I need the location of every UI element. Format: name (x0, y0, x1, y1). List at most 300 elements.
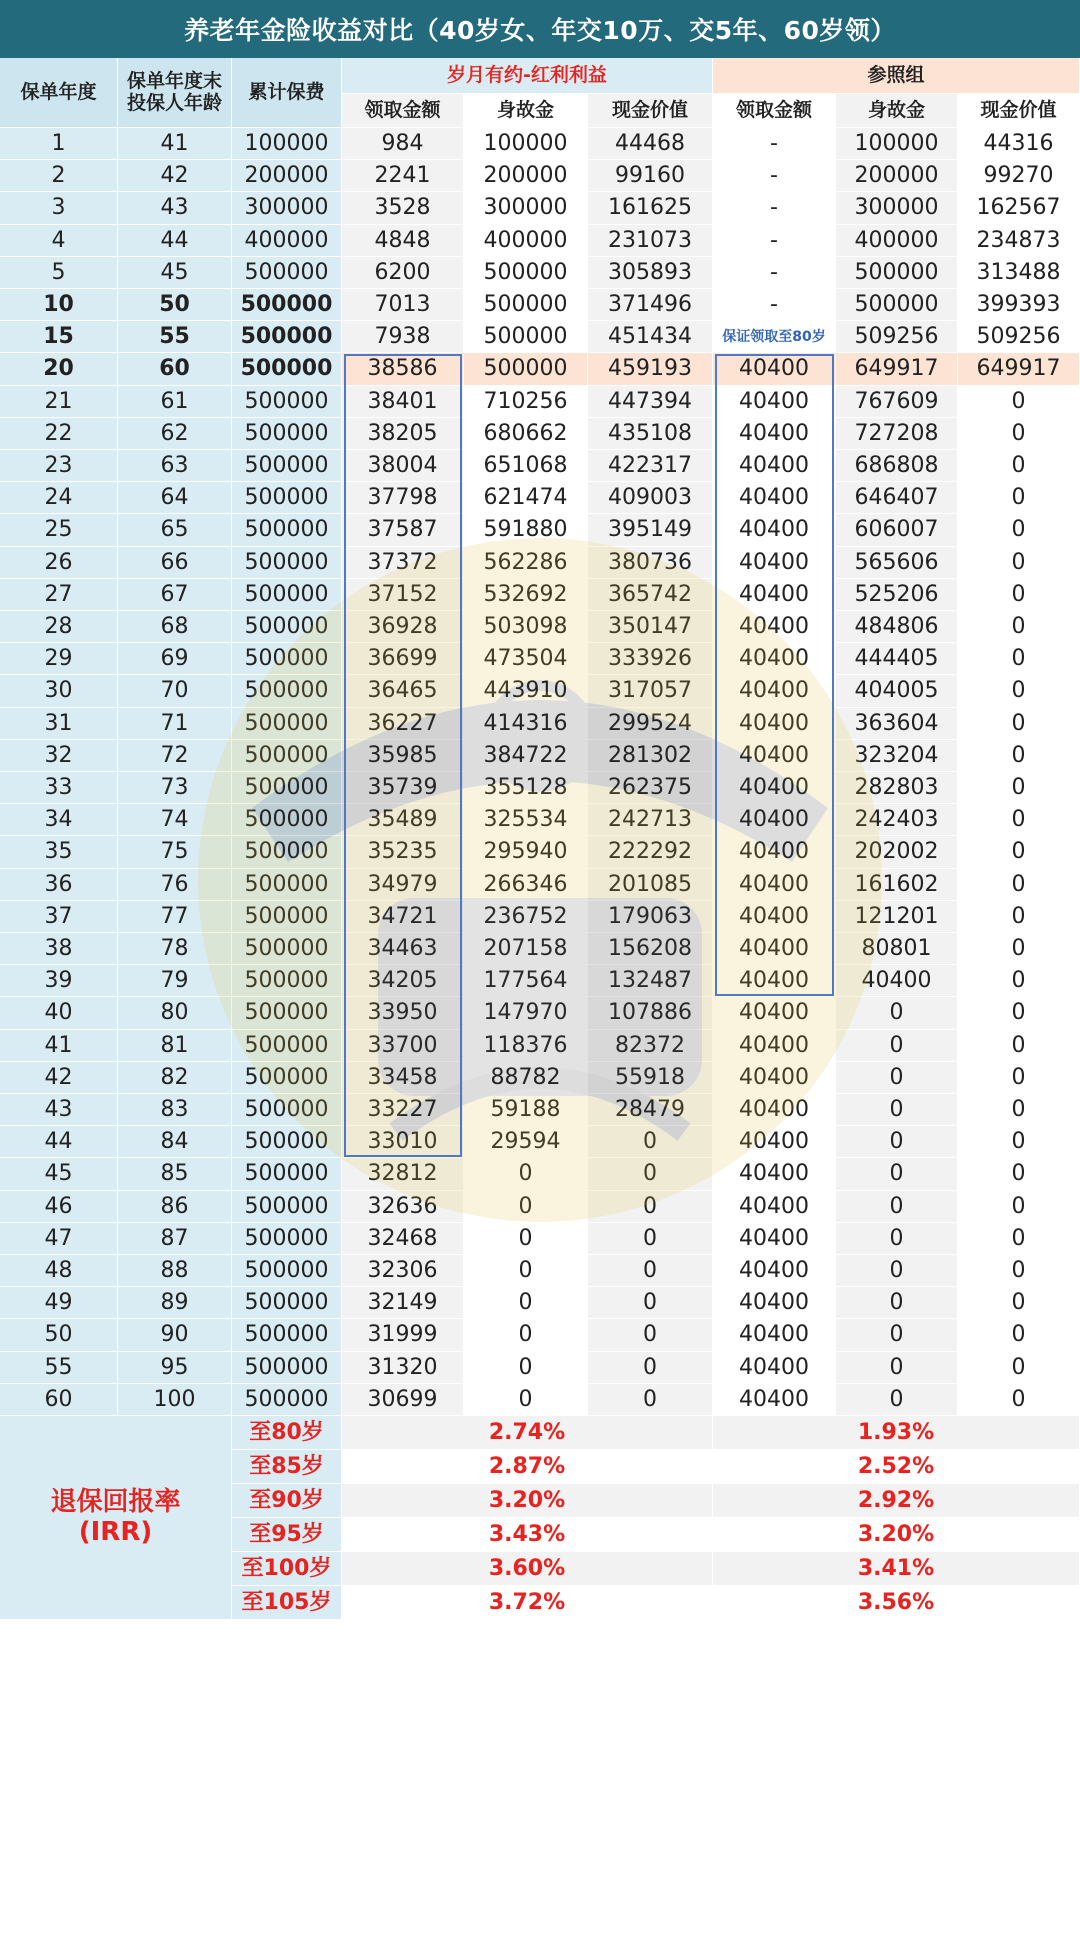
table-cell: 451434 (588, 321, 713, 353)
table-cell: 40400 (836, 965, 958, 997)
table-cell: 242403 (836, 804, 958, 836)
group-header-reference: 参照组 (713, 58, 1080, 94)
irr-age-label: 至90岁 (232, 1484, 342, 1518)
table-cell: 40400 (713, 901, 836, 933)
table-cell: - (713, 192, 836, 224)
table-cell: 34463 (342, 933, 464, 965)
irr-reference-value: 2.52% (713, 1450, 1080, 1484)
table-cell: 503098 (464, 611, 588, 643)
table-cell: 500000 (232, 804, 342, 836)
table-cell: 400000 (464, 225, 588, 257)
table-cell: 262375 (588, 772, 713, 804)
table-cell: 500000 (232, 353, 342, 385)
table-cell: 40400 (713, 1223, 836, 1255)
table-cell: 300000 (836, 192, 958, 224)
table-cell: 202002 (836, 836, 958, 868)
table-cell: 22 (0, 418, 118, 450)
table-cell: 36227 (342, 708, 464, 740)
table-cell: 40400 (713, 1287, 836, 1319)
table-cell: 70 (118, 675, 232, 707)
table-cell: 0 (958, 997, 1080, 1029)
table-cell: 0 (958, 1030, 1080, 1062)
table-cell: 20 (0, 353, 118, 385)
table-cell: 55 (0, 1352, 118, 1384)
table-cell: 0 (958, 450, 1080, 482)
table-cell: 0 (958, 386, 1080, 418)
table-cell: 73 (118, 772, 232, 804)
table-cell: 66 (118, 547, 232, 579)
table-cell: - (713, 128, 836, 160)
table-cell: 200000 (232, 160, 342, 192)
table-cell: 67 (118, 579, 232, 611)
table-cell: 651068 (464, 450, 588, 482)
table-cell: 0 (836, 1255, 958, 1287)
table-cell: 79 (118, 965, 232, 997)
table-cell: 38586 (342, 353, 464, 385)
table-cell: 82 (118, 1062, 232, 1094)
table-cell: 591880 (464, 514, 588, 546)
table-cell: 0 (836, 1287, 958, 1319)
table-cell: 82372 (588, 1030, 713, 1062)
irr-age-label: 至100岁 (232, 1552, 342, 1586)
column-header-sub-4: 身故金 (836, 94, 958, 128)
table-cell: 0 (836, 1223, 958, 1255)
table-cell: 0 (958, 836, 1080, 868)
table-cell: - (713, 225, 836, 257)
table-cell: 0 (588, 1352, 713, 1384)
table-cell: 30 (0, 675, 118, 707)
table-cell: 0 (588, 1384, 713, 1416)
table-cell: 500000 (232, 418, 342, 450)
column-header-sub-5: 现金价值 (958, 94, 1080, 128)
irr-reference-value: 3.20% (713, 1518, 1080, 1552)
table-cell: 60 (0, 1384, 118, 1416)
table-cell: 0 (464, 1223, 588, 1255)
table-cell: 100000 (232, 128, 342, 160)
table-cell: 473504 (464, 643, 588, 675)
table-cell: 40400 (713, 643, 836, 675)
table-cell: 0 (836, 1352, 958, 1384)
table-cell: 0 (958, 1223, 1080, 1255)
irr-product-value: 2.74% (342, 1416, 713, 1450)
table-cell: 500000 (232, 1126, 342, 1158)
table-cell: 4848 (342, 225, 464, 257)
table-cell: 0 (958, 933, 1080, 965)
table-cell: 0 (958, 1319, 1080, 1351)
table-cell: 6200 (342, 257, 464, 289)
table-cell: 242713 (588, 804, 713, 836)
table-cell: 保证领取至80岁 (713, 321, 836, 353)
table-cell: 621474 (464, 482, 588, 514)
table-cell: 300000 (464, 192, 588, 224)
table-cell: 500000 (232, 257, 342, 289)
table-cell: 100000 (464, 128, 588, 160)
table-cell: 0 (588, 1158, 713, 1190)
table-cell: 32149 (342, 1287, 464, 1319)
table-cell: 0 (588, 1126, 713, 1158)
table-cell: 500000 (232, 1062, 342, 1094)
table-cell: 350147 (588, 611, 713, 643)
table-cell: 60 (118, 353, 232, 385)
table-cell: 75 (118, 836, 232, 868)
table-cell: 74 (118, 804, 232, 836)
table-cell: 0 (958, 869, 1080, 901)
table-cell: 40400 (713, 482, 836, 514)
table-cell: 0 (464, 1319, 588, 1351)
table-cell: 161602 (836, 869, 958, 901)
table-cell: 201085 (588, 869, 713, 901)
table-cell: 33458 (342, 1062, 464, 1094)
table-cell: 99160 (588, 160, 713, 192)
table-cell: 0 (836, 1319, 958, 1351)
table-cell: 0 (958, 1287, 1080, 1319)
table-cell: 64 (118, 482, 232, 514)
table-cell: 76 (118, 869, 232, 901)
table-cell: 333926 (588, 643, 713, 675)
table-cell: 40400 (713, 1191, 836, 1223)
irr-label (0, 1416, 232, 1620)
table-cell: 0 (464, 1352, 588, 1384)
table-cell: 500000 (464, 321, 588, 353)
table-cell: 363604 (836, 708, 958, 740)
table-cell: 89 (118, 1287, 232, 1319)
table-cell: 500000 (836, 257, 958, 289)
table-cell: 2 (0, 160, 118, 192)
table-cell: 99270 (958, 160, 1080, 192)
table-cell: 31320 (342, 1352, 464, 1384)
table-cell: 500000 (232, 1094, 342, 1126)
table-cell: 444405 (836, 643, 958, 675)
table-cell: 447394 (588, 386, 713, 418)
table-cell: 313488 (958, 257, 1080, 289)
table-cell: 28 (0, 611, 118, 643)
table-cell: 37372 (342, 547, 464, 579)
table-cell: 0 (958, 740, 1080, 772)
table-cell: 500000 (232, 1255, 342, 1287)
column-header-age (118, 58, 232, 128)
table-cell: 162567 (958, 192, 1080, 224)
table-cell: 40400 (713, 772, 836, 804)
table-cell: 40400 (713, 1384, 836, 1416)
table-cell: 0 (464, 1287, 588, 1319)
table-cell: 399393 (958, 289, 1080, 321)
table-cell: 45 (118, 257, 232, 289)
table-cell: 686808 (836, 450, 958, 482)
table-cell: 500000 (232, 547, 342, 579)
table-cell: 266346 (464, 869, 588, 901)
table-cell: 3528 (342, 192, 464, 224)
table-cell: 40400 (713, 1255, 836, 1287)
table-cell: 0 (588, 1223, 713, 1255)
table-cell: 84 (118, 1126, 232, 1158)
table-cell: 29 (0, 643, 118, 675)
table-cell: 77 (118, 901, 232, 933)
table-cell: 282803 (836, 772, 958, 804)
table-cell: 40400 (713, 386, 836, 418)
irr-reference-value: 3.41% (713, 1552, 1080, 1586)
table-cell: 40400 (713, 418, 836, 450)
irr-age-label: 至80岁 (232, 1416, 342, 1450)
table-cell: 0 (958, 675, 1080, 707)
irr-label-line1: 退保回报率 (50, 1486, 181, 1517)
irr-age-label: 至95岁 (232, 1518, 342, 1552)
table-cell: 31999 (342, 1319, 464, 1351)
table-cell: 500000 (232, 643, 342, 675)
table-cell: 40400 (713, 1126, 836, 1158)
table-cell: 0 (836, 1062, 958, 1094)
table-cell: 500000 (232, 321, 342, 353)
table-cell: 317057 (588, 675, 713, 707)
table-cell: 422317 (588, 450, 713, 482)
table-cell: 32306 (342, 1255, 464, 1287)
column-header-sub-2: 现金价值 (588, 94, 713, 128)
table-cell: 28479 (588, 1094, 713, 1126)
table-cell: 26 (0, 547, 118, 579)
table-cell: 0 (464, 1384, 588, 1416)
table-cell: 40400 (713, 1352, 836, 1384)
table-cell: 40400 (713, 997, 836, 1029)
table-cell: 500000 (232, 836, 342, 868)
table-cell: 500000 (232, 1287, 342, 1319)
table-cell: 500000 (232, 1319, 342, 1351)
table-cell: 161625 (588, 192, 713, 224)
table-cell: 0 (464, 1255, 588, 1287)
table-cell: 40400 (713, 353, 836, 385)
table-cell: 727208 (836, 418, 958, 450)
table-cell: 649917 (836, 353, 958, 385)
table-cell: 36 (0, 869, 118, 901)
column-header-sub-0: 领取金额 (342, 94, 464, 128)
table-cell: 0 (958, 514, 1080, 546)
table-cell: 40400 (713, 1094, 836, 1126)
table-cell: 40400 (713, 933, 836, 965)
table-cell: 42 (0, 1062, 118, 1094)
table-cell: 40400 (713, 579, 836, 611)
table-cell: 0 (958, 482, 1080, 514)
table-cell: 65 (118, 514, 232, 546)
irr-product-value: 3.60% (342, 1552, 713, 1586)
table-cell: 500000 (232, 1223, 342, 1255)
table-cell: 81 (118, 1030, 232, 1062)
table-cell: 37798 (342, 482, 464, 514)
table-cell: 200000 (464, 160, 588, 192)
table-cell: 500000 (232, 289, 342, 321)
table-cell: 100 (118, 1384, 232, 1416)
table-cell: 41 (0, 1030, 118, 1062)
table-cell: 509256 (836, 321, 958, 353)
table-cell: 29594 (464, 1126, 588, 1158)
table-cell: 40400 (713, 1158, 836, 1190)
table-cell: 40400 (713, 740, 836, 772)
table-cell: 710256 (464, 386, 588, 418)
table-cell: 62 (118, 418, 232, 450)
table-cell: 63 (118, 450, 232, 482)
table-cell: 500000 (232, 514, 342, 546)
table-cell: 400000 (232, 225, 342, 257)
table-cell: 532692 (464, 579, 588, 611)
table-cell: 177564 (464, 965, 588, 997)
table-cell: 0 (958, 772, 1080, 804)
table-cell: 34721 (342, 901, 464, 933)
irr-reference-value: 3.56% (713, 1586, 1080, 1620)
table-cell: 15 (0, 321, 118, 353)
table-cell: 5 (0, 257, 118, 289)
table-cell: 10 (0, 289, 118, 321)
table-cell: 500000 (232, 965, 342, 997)
table-cell: 404005 (836, 675, 958, 707)
table-cell: 50 (0, 1319, 118, 1351)
table-cell: 0 (588, 1319, 713, 1351)
table-cell: 45 (0, 1158, 118, 1190)
table-cell: 40400 (713, 675, 836, 707)
table-cell: 40400 (713, 836, 836, 868)
table-cell: 43 (0, 1094, 118, 1126)
table-cell: 0 (958, 1126, 1080, 1158)
table-cell: 0 (958, 1255, 1080, 1287)
table-cell: 323204 (836, 740, 958, 772)
column-header-age-line2: 投保人年龄 (126, 91, 222, 114)
table-cell: 646407 (836, 482, 958, 514)
table-cell: 2241 (342, 160, 464, 192)
table-cell: 42 (118, 160, 232, 192)
table-cell: 400000 (836, 225, 958, 257)
table-cell: 40400 (713, 1319, 836, 1351)
table-cell: 0 (588, 1287, 713, 1319)
table-cell: 500000 (464, 257, 588, 289)
table-cell: 80801 (836, 933, 958, 965)
table-cell: 40400 (713, 869, 836, 901)
table-cell: 37 (0, 901, 118, 933)
table-cell: 459193 (588, 353, 713, 385)
table-cell: 47 (0, 1223, 118, 1255)
table-cell: 500000 (232, 772, 342, 804)
table-cell: 649917 (958, 353, 1080, 385)
table-cell: 500000 (232, 579, 342, 611)
table-cell: 121201 (836, 901, 958, 933)
table-cell: 32636 (342, 1191, 464, 1223)
table-cell: 3 (0, 192, 118, 224)
table-cell: 0 (836, 1094, 958, 1126)
table-cell: 500000 (232, 740, 342, 772)
table-cell: 0 (958, 643, 1080, 675)
table-cell: 414316 (464, 708, 588, 740)
table-cell: 500000 (464, 353, 588, 385)
table-cell: 207158 (464, 933, 588, 965)
table-cell: 40400 (713, 547, 836, 579)
table-cell: 40400 (713, 965, 836, 997)
table-cell: 500000 (232, 450, 342, 482)
table-cell: 0 (958, 901, 1080, 933)
irr-product-value: 3.43% (342, 1518, 713, 1552)
table-cell: 39 (0, 965, 118, 997)
table-cell: 500000 (232, 482, 342, 514)
table-cell: 500000 (232, 708, 342, 740)
table-cell: 36928 (342, 611, 464, 643)
table-cell: 0 (464, 1191, 588, 1223)
table-cell: 24 (0, 482, 118, 514)
table-cell: 222292 (588, 836, 713, 868)
table-cell: 1 (0, 128, 118, 160)
table-cell: - (713, 257, 836, 289)
table-cell: 40400 (713, 708, 836, 740)
table-cell: 371496 (588, 289, 713, 321)
table-cell: 48 (0, 1255, 118, 1287)
table-cell: 300000 (232, 192, 342, 224)
table-cell: 565606 (836, 547, 958, 579)
table-cell: 40 (0, 997, 118, 1029)
table-cell: 0 (958, 1384, 1080, 1416)
table-cell: 0 (958, 1158, 1080, 1190)
table-cell: 40400 (713, 1030, 836, 1062)
column-header-year: 保单年度 (0, 58, 118, 128)
table-cell: 0 (836, 1030, 958, 1062)
table-cell: 234873 (958, 225, 1080, 257)
irr-reference-value: 2.92% (713, 1484, 1080, 1518)
irr-product-value: 2.87% (342, 1450, 713, 1484)
table-cell: 295940 (464, 836, 588, 868)
comparison-table (0, 58, 1080, 1952)
table-cell: 21 (0, 386, 118, 418)
table-cell: 0 (958, 547, 1080, 579)
table-cell: - (713, 160, 836, 192)
table-cell: 85 (118, 1158, 232, 1190)
table-cell: 40400 (713, 1062, 836, 1094)
table-cell: 32812 (342, 1158, 464, 1190)
table-cell: 200000 (836, 160, 958, 192)
irr-product-value: 3.72% (342, 1586, 713, 1620)
table-cell: 32 (0, 740, 118, 772)
table-cell: 36699 (342, 643, 464, 675)
table-cell: 325534 (464, 804, 588, 836)
table-cell: 231073 (588, 225, 713, 257)
table-cell: 34979 (342, 869, 464, 901)
table-cell: 36465 (342, 675, 464, 707)
table-cell: 33227 (342, 1094, 464, 1126)
table-cell: 562286 (464, 547, 588, 579)
table-cell: 87 (118, 1223, 232, 1255)
table-cell: 23 (0, 450, 118, 482)
column-header-sub-3: 领取金额 (713, 94, 836, 128)
table-cell: 118376 (464, 1030, 588, 1062)
table-cell: 305893 (588, 257, 713, 289)
table-cell: 299524 (588, 708, 713, 740)
table-cell: 500000 (232, 386, 342, 418)
table-cell: 0 (958, 579, 1080, 611)
table-cell: 35985 (342, 740, 464, 772)
table-cell: 50 (118, 289, 232, 321)
table-cell: 500000 (232, 901, 342, 933)
table-cell: 27 (0, 579, 118, 611)
table-cell: 281302 (588, 740, 713, 772)
irr-age-label: 至85岁 (232, 1450, 342, 1484)
group-header-product: 岁月有约-红利利益 (342, 58, 713, 94)
table-cell: 0 (588, 1255, 713, 1287)
table-cell: 0 (958, 1062, 1080, 1094)
table-cell: 435108 (588, 418, 713, 450)
table-cell: 33010 (342, 1126, 464, 1158)
table-cell: 55918 (588, 1062, 713, 1094)
table-cell: 35 (0, 836, 118, 868)
table-cell: 500000 (836, 289, 958, 321)
column-header-sub-1: 身故金 (464, 94, 588, 128)
table-cell: 34 (0, 804, 118, 836)
table-cell: 984 (342, 128, 464, 160)
table-cell: 35489 (342, 804, 464, 836)
table-cell: 95 (118, 1352, 232, 1384)
table-cell: 38 (0, 933, 118, 965)
table-cell: 38401 (342, 386, 464, 418)
table-cell: 0 (958, 804, 1080, 836)
